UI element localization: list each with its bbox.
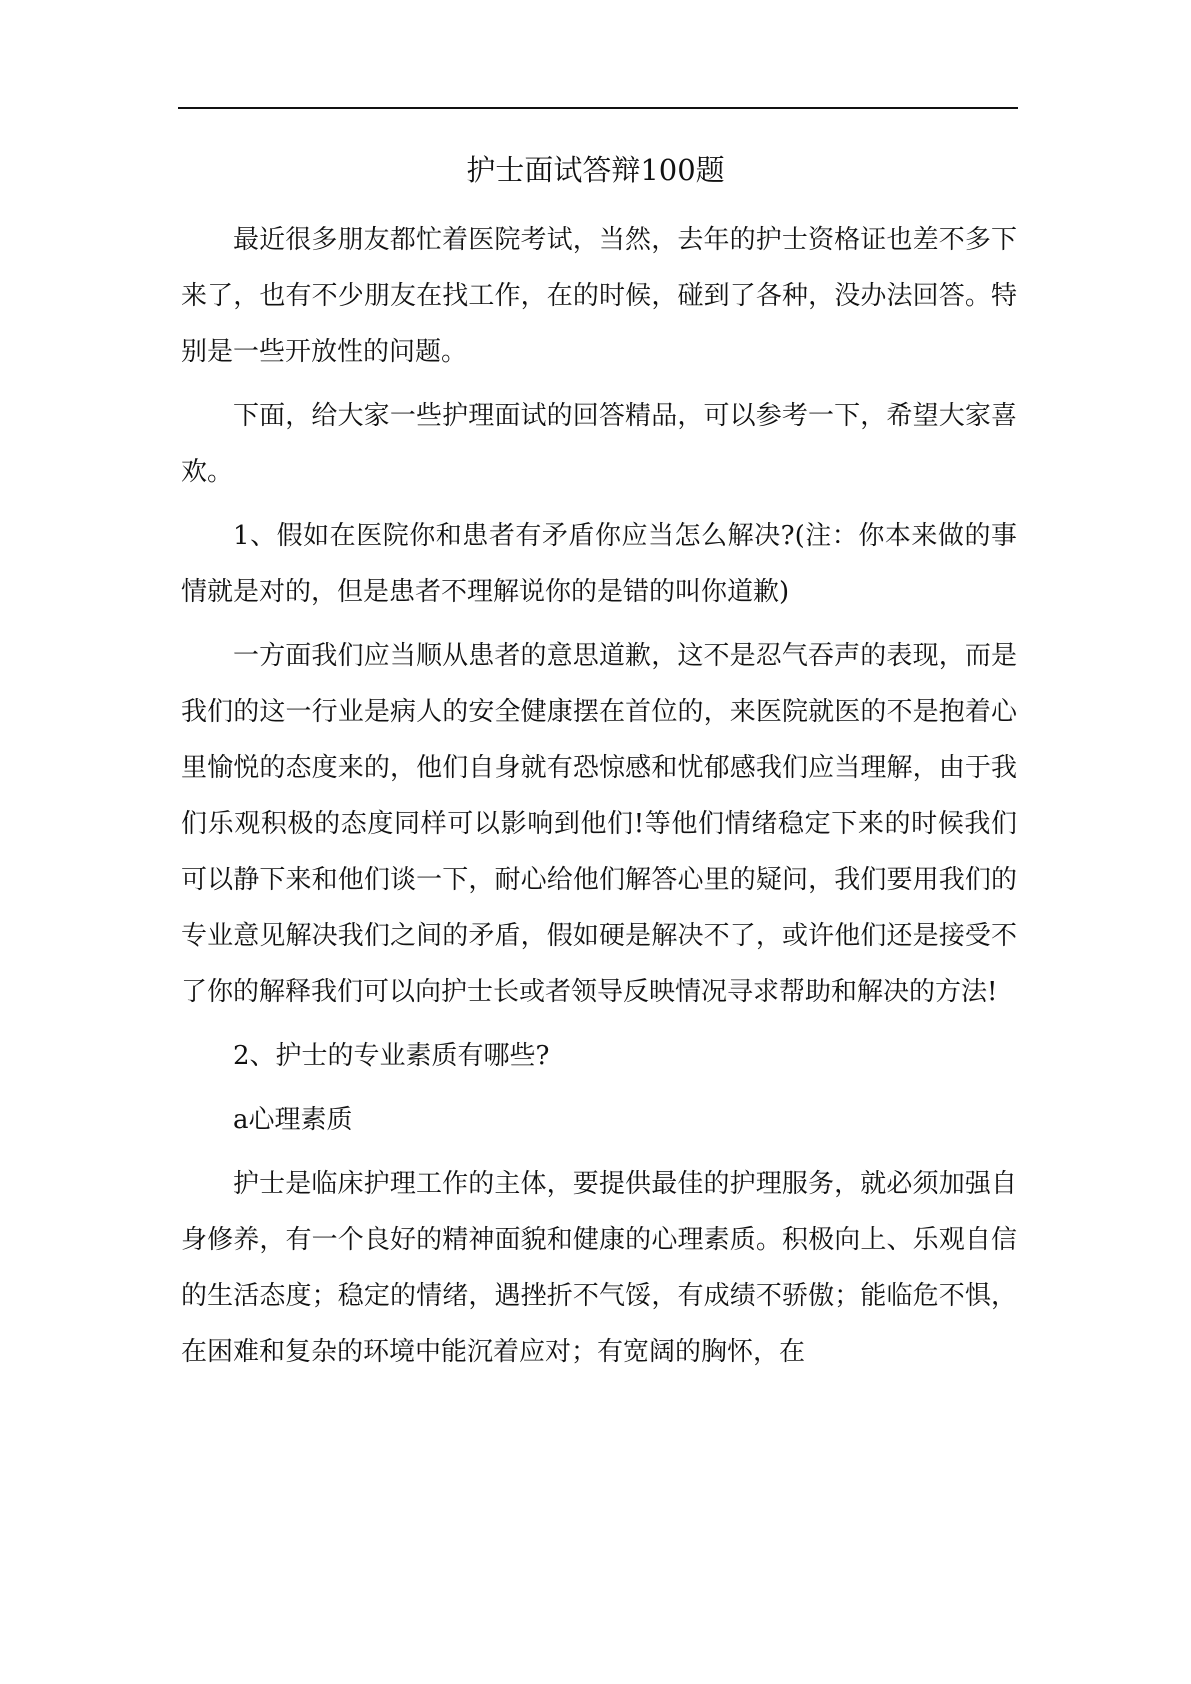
document-title: 护士面试答辩100题: [466, 153, 725, 187]
paragraph-1: 最近很多朋友都忙着医院考试，当然，去年的护士资格证也差不多下来了，也有不少朋友在找工作，在的时候，碰到了各种，没办法回答。特别是一些开放性的问题。: [181, 225, 1017, 367]
subheading-a: a心理素质: [233, 1105, 353, 1135]
answer-2a: 护士是临床护理工作的主体，要提供最佳的护理服务，就必须加强自身修养，有一个良好的精神面貌和健康的心理素质。积极向上、乐观自信的生活态度；稳定的情绪，遇挫折不气馁，有成绩不骄傲；能临危不惧，在困难和复杂的环境中能沉着应对；有宽阔的胸怀，在: [181, 1169, 1017, 1367]
question-2: 2、护士的专业素质有哪些?: [233, 1041, 550, 1071]
paragraph-2: 下面，给大家一些护理面试的回答精品，可以参考一下，希望大家喜欢。: [181, 401, 1017, 487]
document-body: [181, 212, 1017, 1388]
question-1: 1、假如在医院你和患者有矛盾你应当怎么解决?(注：你本来做的事情就是对的，但是患者不理解说你的是错的叫你道歉): [181, 521, 1017, 607]
header-rule: [178, 107, 1018, 109]
answer-1: 一方面我们应当顺从患者的意思道歉，这不是忍气吞声的表现，而是我们的这一行业是病人的安全健康摆在首位的，来医院就医的不是抱着心里愉悦的态度来的，他们自身就有恐惊感和忧郁感我们应当理解，由于我们乐观积极的态度同样可以影响到他们!等他们情绪稳定下来的时候我们可以静下来和他们谈一下，耐心给他们解答心里的疑问，我们要用我们的专业意见解决我们之间的矛盾，假如硬是解决不了，或许他们还是接受不了你的解释我们可以向护士长或者领导反映情况寻求帮助和解决的方法!: [181, 641, 1017, 1007]
